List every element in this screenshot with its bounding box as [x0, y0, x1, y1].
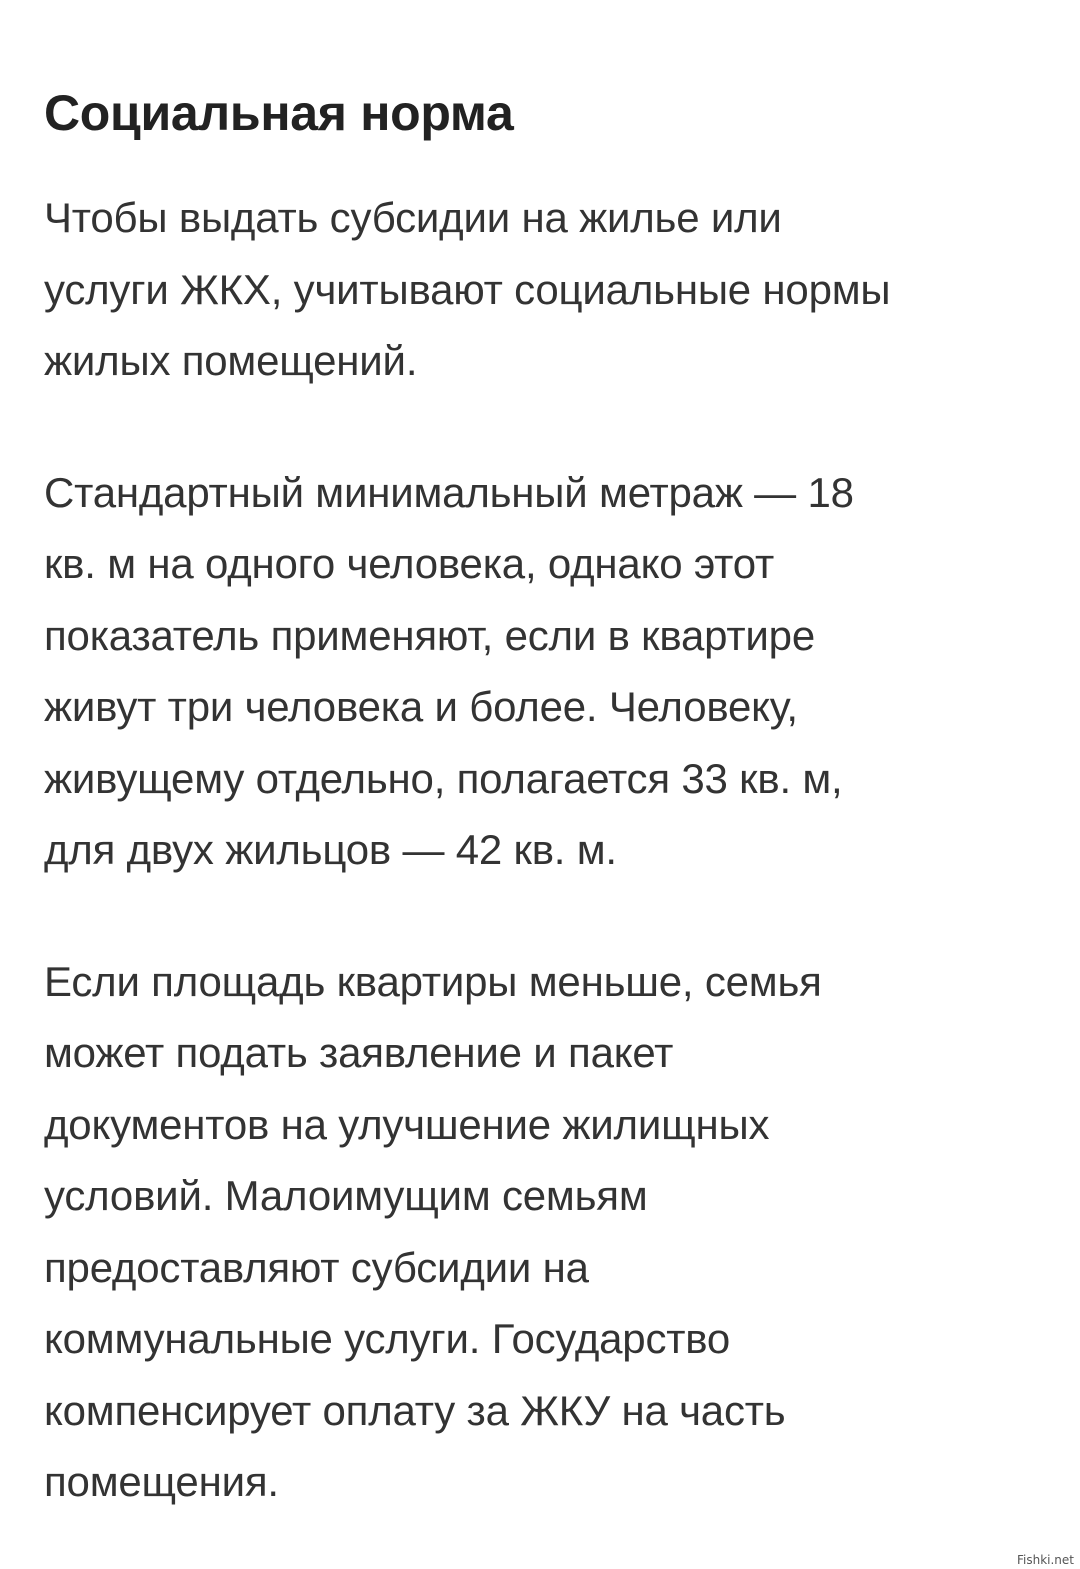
article-title: Социальная норма [44, 85, 514, 141]
article [44, 70, 1054, 1518]
watermark: Fishki.net [1016, 1553, 1074, 1567]
paragraph-standard-area: Стандартный минимальный метраж — 18 кв. м на одного человека, однако этот показатель применяют, если в квартире живут три человека и более. Человеку, живущему отдельно, полагается 33 кв. м, для двух жильцов — 42 кв. м. [44, 468, 854, 873]
paragraph-improvement: Если площадь квартиры меньше, семья может подать заявление и пакет документов на улучшение жилищных условий. Малоимущим семьям предоставляют субсидии на коммунальные услуги. Государство компенсирует оплату за ЖКУ на часть помещения. [44, 957, 822, 1505]
paragraph-social-norms: Чтобы выдать субсидии на жилье или услуги ЖКХ, учитывают социальные нормы жилых помещений. [44, 194, 891, 384]
